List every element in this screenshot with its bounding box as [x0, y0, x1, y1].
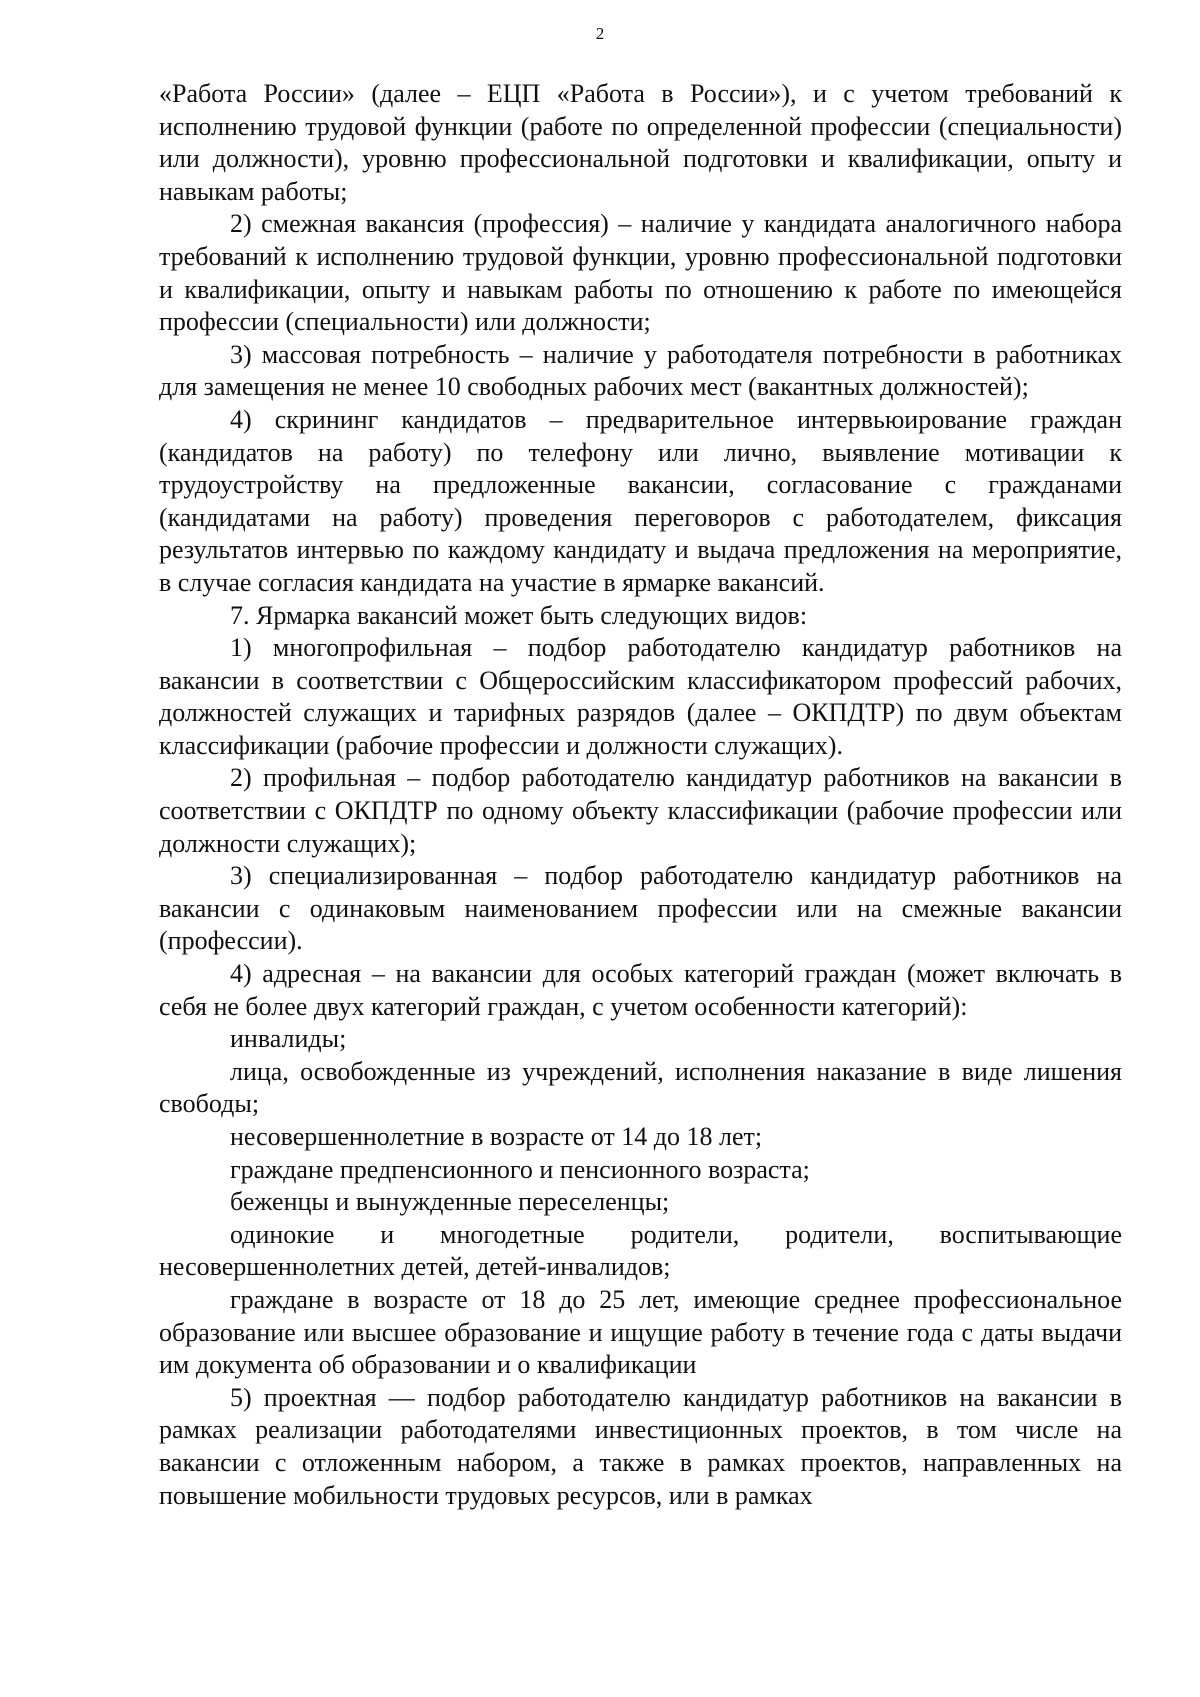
- paragraph-type-2-profile: 2) профильная – подбор работодателю кандидатур работников на вакансии в соответствии с ОКПДТР по одному объекту классификации (рабочие профессии или должности служащих);: [159, 763, 1122, 858]
- paragraph-type-5-project: 5) проектная — подбор работодателю кандидатур работников на вакансии в рамках реализации работодателями инвестиционных проектов, в том числе на вакансии с отложенным набором, а также в рамках проектов, направленных на повышение мобильности трудовых ресурсов, или в рамках: [159, 1382, 1122, 1510]
- list-item-category: граждане в возрасте от 18 до 25 лет, имеющие среднее профессиональное образование или высшее образование и ищущие работу в течение года с даты выдачи им документа об образовании и о квалификации: [159, 1284, 1122, 1380]
- paragraph-item-4-screening: 4) скрининг кандидатов – предварительное интервьюирование граждан (кандидатов на работу) по телефону или лично, выявление мотивации к трудоустройству на предложенные вакансии, согласование с гражданами (кандидатами на работу) проведения переговоров с работодателем, фиксация результатов интервью по каждому кандидату и выдача предложения на мероприятие, в случае согласия кандидата на участие в ярмарке вакансий.: [159, 404, 1122, 597]
- paragraph-item-3-mass-demand: 3) массовая потребность – наличие у работодателя потребности в работниках для замещения не менее 10 свободных рабочих мест (вакантных должностей);: [159, 339, 1122, 402]
- page-number: 2: [595, 24, 605, 43]
- paragraph-type-1-multiprofile: 1) многопрофильная – подбор работодателю кандидатур работников на вакансии в соответствии с Общероссийским классификатором профессий рабочих, должностей служащих и тарифных разрядов (далее – ОКПДТР) по двум объектам классификации (рабочие профессии и должности служащих).: [159, 633, 1122, 760]
- list-item-category: несовершеннолетние в возрасте от 14 до 18 лет;: [230, 1122, 763, 1151]
- paragraph-continuation: «Работа России» (далее – ЕЦП «Работа в России»), и с учетом требований к исполнению трудовой функции (работе по определенной профессии (специальности) или должности), уровню профессиональной подготовки и квалификации, опыту и навыкам работы;: [159, 79, 1122, 206]
- list-item-category: инвалиды;: [230, 1024, 347, 1054]
- paragraph-type-4-targeted: 4) адресная – на вакансии для особых категорий граждан (может включать в себя не более двух категорий граждан, с учетом особенности категорий):: [159, 959, 1122, 1021]
- paragraph-section-7: 7. Ярмарка вакансий может быть следующих видов:: [230, 600, 808, 630]
- document-body: [159, 78, 1122, 1512]
- paragraph-item-2-adjacent-vacancy: 2) смежная вакансия (профессия) – наличие у кандидата аналогичного набора требований к исполнению трудовой функции, уровню профессиональной подготовки и квалификации, опыту и навыкам работы по отношению к работе по имеющейся профессии (специальности) или должности;: [159, 209, 1122, 337]
- list-item-category: граждане предпенсионного и пенсионного возраста;: [230, 1154, 810, 1184]
- paragraph-type-3-specialized: 3) специализированная – подбор работодателю кандидатур работников на вакансии с одинаковым наименованием профессии или на смежные вакансии (профессии).: [159, 861, 1122, 956]
- list-item-category: беженцы и вынужденные переселенцы;: [230, 1187, 670, 1217]
- list-item-category: одинокие и многодетные родители, родители, воспитывающие несовершеннолетних детей, детей-инвалидов;: [159, 1219, 1122, 1282]
- list-item-category: лица, освобожденные из учреждений, исполнения наказание в виде лишения свободы;: [159, 1056, 1122, 1119]
